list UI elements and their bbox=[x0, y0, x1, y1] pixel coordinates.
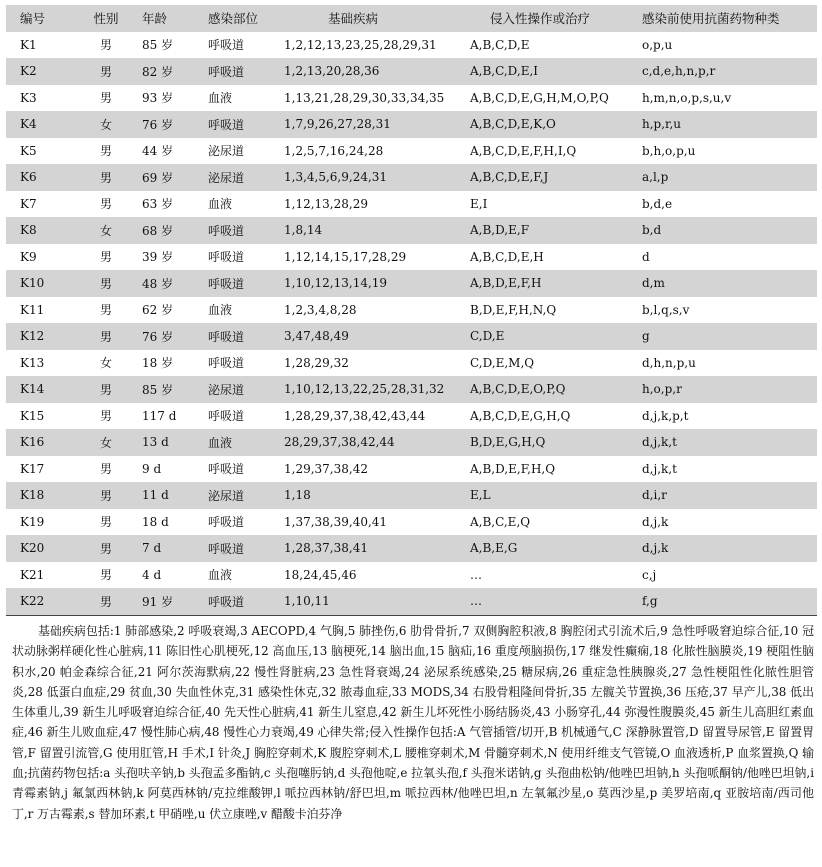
cell-age: 93 岁 bbox=[142, 91, 174, 106]
column-header-diseases: 基础疾病 bbox=[328, 11, 379, 27]
cell-antibiotics: h,p,r,u bbox=[642, 117, 681, 132]
cell-procedures: B,D,E,F,H,N,Q bbox=[470, 302, 557, 317]
table-row bbox=[6, 58, 817, 85]
cell-procedures: A,B,C,D,E,F,J bbox=[470, 170, 549, 185]
cell-antibiotics: c,d,e,h,n,p,r bbox=[642, 64, 716, 79]
cell-id: K13 bbox=[20, 355, 45, 370]
cell-antibiotics: c,j bbox=[642, 567, 657, 582]
cell-procedures: A,B,C,D,E,F,H,I,Q bbox=[470, 143, 577, 158]
cell-id: K15 bbox=[20, 408, 45, 423]
cell-antibiotics: d bbox=[642, 249, 650, 264]
cell-sex: 女 bbox=[99, 223, 112, 238]
cell-site: 呼吸道 bbox=[208, 356, 245, 371]
cell-antibiotics: b,d,e bbox=[642, 196, 673, 211]
cell-sex: 男 bbox=[99, 488, 112, 503]
cell-site: 呼吸道 bbox=[208, 409, 245, 424]
table-row bbox=[6, 297, 817, 324]
column-header-age: 年龄 bbox=[142, 11, 168, 27]
cell-id: K6 bbox=[20, 170, 37, 185]
cell-procedures: C,D,E,M,Q bbox=[470, 355, 535, 370]
column-header-antibiotics: 感染前使用抗菌药物种类 bbox=[642, 11, 780, 27]
table-row bbox=[6, 191, 817, 218]
cell-sex: 男 bbox=[99, 170, 112, 185]
column-header-sex: 性别 bbox=[93, 11, 119, 27]
cell-antibiotics: d,m bbox=[642, 276, 665, 291]
cell-site: 呼吸道 bbox=[208, 541, 245, 556]
cell-site: 血液 bbox=[208, 568, 233, 583]
cell-antibiotics: d,j,k bbox=[642, 541, 669, 556]
cell-antibiotics: b,d bbox=[642, 223, 662, 238]
cell-diseases: 1,10,12,13,14,19 bbox=[284, 276, 388, 291]
cell-antibiotics: h,m,n,o,p,s,u,v bbox=[642, 90, 732, 105]
table-row bbox=[6, 350, 817, 377]
table-row bbox=[6, 482, 817, 509]
cell-procedures: A,B,D,E,F,H bbox=[470, 276, 542, 291]
cell-site: 血液 bbox=[208, 197, 233, 212]
cell-age: 69 岁 bbox=[142, 170, 174, 185]
table-row bbox=[6, 32, 817, 59]
cell-site: 呼吸道 bbox=[208, 515, 245, 530]
cell-diseases: 1,7,9,26,27,28,31 bbox=[284, 117, 391, 132]
cell-age: 48 岁 bbox=[142, 276, 174, 291]
cell-antibiotics: a,l,p bbox=[642, 170, 669, 185]
table-row bbox=[6, 562, 817, 589]
cell-site: 泌尿道 bbox=[208, 488, 245, 503]
cell-age: 7 d bbox=[142, 541, 162, 556]
cell-diseases: 1,3,4,5,6,9,24,31 bbox=[284, 170, 388, 185]
cell-site: 呼吸道 bbox=[208, 117, 245, 132]
table-row bbox=[6, 509, 817, 536]
table-row bbox=[6, 217, 817, 244]
cell-procedures: A,B,D,E,F bbox=[470, 223, 530, 238]
cell-id: K5 bbox=[20, 143, 37, 158]
cell-diseases: 1,18 bbox=[284, 488, 311, 503]
table-body bbox=[6, 32, 817, 616]
cell-procedures: A,B,C,D,E bbox=[470, 37, 530, 52]
cell-procedures: E,I bbox=[470, 196, 488, 211]
cell-sex: 男 bbox=[99, 515, 112, 530]
cell-site: 呼吸道 bbox=[202, 588, 274, 615]
cell-age: 13 d bbox=[142, 435, 169, 450]
cell-id: K8 bbox=[20, 223, 37, 238]
cell-id: K14 bbox=[20, 382, 45, 397]
cell-procedures: A,B,C,D,E,H bbox=[470, 249, 544, 264]
cell-age: 63 岁 bbox=[142, 197, 174, 212]
cell-age: 62 岁 bbox=[142, 303, 174, 318]
cell-diseases: 1,2,3,4,8,28 bbox=[284, 302, 357, 317]
cell-site: 血液 bbox=[208, 435, 233, 450]
cell-site: 呼吸道 bbox=[208, 462, 245, 477]
cell-site: 泌尿道 bbox=[208, 144, 245, 159]
cell-id: K17 bbox=[20, 461, 45, 476]
cell-sex: 男 bbox=[99, 250, 112, 265]
cell-procedures: A,B,C,D,E,O,P,Q bbox=[470, 382, 566, 397]
column-header-id: 编号 bbox=[20, 11, 46, 27]
cell-age: 39 岁 bbox=[142, 250, 174, 265]
cell-procedures: A,B,C,D,E,G,H,Q bbox=[470, 408, 571, 423]
cell-sex: 男 bbox=[99, 276, 112, 291]
cell-sex: 男 bbox=[99, 91, 112, 106]
cell-age: 18 d bbox=[142, 514, 169, 529]
cell-procedures: E,L bbox=[470, 488, 491, 503]
table-row bbox=[6, 138, 817, 165]
table-row bbox=[6, 535, 817, 562]
cell-site: 血液 bbox=[208, 91, 233, 106]
cell-diseases: 1,37,38,39,40,41 bbox=[284, 514, 388, 529]
patient-table bbox=[6, 5, 817, 616]
cell-id: K10 bbox=[20, 276, 45, 291]
column-header-procedures: 侵入性操作或治疗 bbox=[490, 11, 591, 27]
cell-sex: 男 bbox=[99, 38, 112, 53]
cell-diseases: 1,2,5,7,16,24,28 bbox=[284, 143, 384, 158]
cell-site: 泌尿道 bbox=[208, 170, 245, 185]
cell-sex: 男 bbox=[99, 144, 112, 159]
cell-antibiotics: h,o,p,r bbox=[642, 382, 682, 397]
cell-id: K18 bbox=[20, 488, 45, 503]
cell-sex: 女 bbox=[99, 117, 112, 132]
table-row bbox=[6, 85, 817, 112]
cell-antibiotics: f,g bbox=[640, 588, 817, 615]
cell-age: 44 岁 bbox=[142, 144, 174, 159]
table-footnote: 基础疾病包括:1 肺部感染,2 呼吸衰竭,3 AECOPD,4 气胸,5 肺挫伤,6 肋骨骨折,7 双侧胸腔积液,8 胸腔闭式引流术后,9 急性呼吸窘迫综合征,10 冠状动脉粥样硬化性心脏病,11 陈旧性心肌梗死,12 高血压,13 脑梗死,14 脑出血,15 脑疝,16 重度颅脑损伤,17 继发性癫痫,18 化脓性脑膜炎,19 梗阻性脑积水,20 帕金森综合征,21 阿尔茨海默病,22 慢性肾脏病,23 急性肾衰竭,24 泌尿系统感染,25 糖尿病,26 重症急性胰腺炎,27 急性梗阻性化脓性胆管炎,28 低蛋白血症,29 贫血,30 失血性休克,31 感染性休克,32 脓毒血症,33 MODS,34 右股骨粗隆间骨折,35 左髋关节置换,36 压疮,37 早产儿,38 低出生体重儿,39 新生儿呼吸窘迫综合征,40 先天性心脏病,41 新生儿窒息,42 新生儿坏死性小肠结肠炎,43 小肠穿孔,44 弥漫性腹膜炎,45 新生儿高胆红素血症,46 新生儿败血症,47 慢性肺心病,48 慢性心力衰竭,49 心律失常;侵入性操作包括:A 气管插管/切开,B 机械通气,C 深静脉置管,D 留置导尿管,E 留置胃管,F 留置引流管,G 使用肛管,H 手术,I 针灸,J 胸腔穿刺术,K 腹腔穿刺术,L 腰椎穿刺术,M 骨髓穿刺术,N 使用纤维支气管镜,O 血液透析,P 血浆置换,Q 输血;抗菌药物包括:a 头孢呋辛钠,b 头孢孟多酯钠,c 头孢噻肟钠,d 头孢他啶,e 拉氧头孢,f 头孢米诺钠,g 头孢曲松钠/他唑巴坦钠,h 头孢哌酮钠/他唑巴坦钠,i 青霉素钠,j 氟氯西林钠,k 阿莫西林钠/克拉维酸钾,l 哌拉西林钠/舒巴坦,m 哌拉西林/他唑巴坦,n 左氧氟沙星,o 莫西沙星,p 美罗培南,q 亚胺培南/西司他丁,r 万古霉素,s 替加环素,t 甲硝唑,u 伏立康唑,v 醋酸卡泊芬净 bbox=[12, 624, 814, 821]
cell-id: K3 bbox=[20, 90, 37, 105]
cell-site: 血液 bbox=[208, 303, 233, 318]
cell-id: K2 bbox=[20, 64, 37, 79]
cell-procedures: … bbox=[460, 588, 640, 615]
cell-id: K16 bbox=[20, 435, 45, 450]
cell-diseases: 1,8,14 bbox=[284, 223, 323, 238]
cell-age: 18 岁 bbox=[142, 356, 174, 371]
cell-sex: 男 bbox=[99, 462, 112, 477]
cell-procedures: A,B,C,D,E,I bbox=[470, 64, 539, 79]
cell-sex: 男 bbox=[99, 197, 112, 212]
cell-diseases: 1,2,13,20,28,36 bbox=[284, 64, 380, 79]
cell-id: K21 bbox=[20, 567, 45, 582]
cell-diseases: 1,28,37,38,41 bbox=[284, 541, 368, 556]
cell-sex: 男 bbox=[99, 64, 112, 79]
cell-diseases: 28,29,37,38,42,44 bbox=[284, 435, 395, 450]
cell-sex: 男 bbox=[99, 568, 112, 583]
cell-site: 泌尿道 bbox=[208, 382, 245, 397]
cell-id: K7 bbox=[20, 196, 37, 211]
cell-sex: 女 bbox=[99, 356, 112, 371]
cell-antibiotics: d,h,n,p,u bbox=[642, 355, 696, 370]
cell-diseases: 1,28,29,37,38,42,43,44 bbox=[284, 408, 426, 423]
cell-diseases: 18,24,45,46 bbox=[284, 567, 357, 582]
cell-age: 76 岁 bbox=[142, 117, 174, 132]
cell-age: 9 d bbox=[142, 461, 162, 476]
cell-antibiotics: d,i,r bbox=[642, 488, 667, 503]
cell-age: 82 岁 bbox=[142, 64, 174, 79]
cell-sex: 男 bbox=[99, 382, 112, 397]
cell-id: K12 bbox=[20, 329, 45, 344]
table-header-row bbox=[6, 5, 817, 32]
cell-age: 117 d bbox=[142, 408, 177, 423]
cell-age: 68 岁 bbox=[142, 223, 174, 238]
cell-antibiotics: d,j,k bbox=[642, 514, 669, 529]
cell-diseases: 1,29,37,38,42 bbox=[284, 461, 368, 476]
cell-procedures: A,B,E,G bbox=[470, 541, 518, 556]
cell-diseases: 1,13,21,28,29,30,33,34,35 bbox=[284, 90, 445, 105]
cell-procedures: … bbox=[470, 567, 482, 582]
table-row bbox=[6, 270, 817, 297]
cell-sex: 女 bbox=[99, 435, 112, 450]
cell-age: 91 岁 bbox=[136, 588, 202, 615]
cell-id: K20 bbox=[20, 541, 45, 556]
cell-sex: 男 bbox=[76, 588, 136, 615]
cell-diseases: 1,10,12,13,22,25,28,31,32 bbox=[284, 382, 445, 397]
cell-procedures: A,B,D,E,F,H,Q bbox=[470, 461, 556, 476]
cell-site: 呼吸道 bbox=[208, 250, 245, 265]
cell-sex: 男 bbox=[99, 329, 112, 344]
cell-site: 呼吸道 bbox=[208, 276, 245, 291]
table-row bbox=[6, 111, 817, 138]
cell-site: 呼吸道 bbox=[208, 223, 245, 238]
table-row bbox=[6, 403, 817, 430]
cell-id: K9 bbox=[20, 249, 37, 264]
cell-site: 呼吸道 bbox=[208, 64, 245, 79]
cell-diseases: 3,47,48,49 bbox=[284, 329, 349, 344]
cell-diseases: 1,10,11 bbox=[274, 588, 460, 615]
cell-diseases: 1,12,14,15,17,28,29 bbox=[284, 249, 407, 264]
cell-antibiotics: b,l,q,s,v bbox=[642, 302, 690, 317]
cell-diseases: 1,12,13,28,29 bbox=[284, 196, 368, 211]
cell-procedures: C,D,E bbox=[470, 329, 505, 344]
table-row bbox=[6, 323, 817, 350]
cell-id: K1 bbox=[20, 37, 37, 52]
table-row bbox=[6, 429, 817, 456]
cell-antibiotics: g bbox=[642, 329, 650, 344]
cell-procedures: B,D,E,G,H,Q bbox=[470, 435, 546, 450]
cell-sex: 男 bbox=[99, 303, 112, 318]
cell-antibiotics: b,h,o,p,u bbox=[642, 143, 696, 158]
cell-antibiotics: d,j,k,t bbox=[642, 461, 677, 476]
cell-age: 11 d bbox=[142, 488, 169, 503]
cell-diseases: 1,2,12,13,23,25,28,29,31 bbox=[284, 37, 437, 52]
table-row bbox=[6, 244, 817, 271]
cell-procedures: A,B,C,D,E,K,O bbox=[470, 117, 556, 132]
table-row bbox=[6, 456, 817, 483]
column-header-site: 感染部位 bbox=[208, 11, 259, 27]
cell-age: 4 d bbox=[142, 567, 162, 582]
cell-id: K4 bbox=[20, 117, 37, 132]
cell-age: 85 岁 bbox=[142, 38, 174, 53]
table-row bbox=[6, 588, 817, 615]
cell-procedures: A,B,C,E,Q bbox=[470, 514, 531, 529]
cell-id: K19 bbox=[20, 514, 45, 529]
cell-antibiotics: d,j,k,p,t bbox=[642, 408, 689, 423]
cell-antibiotics: d,j,k,t bbox=[642, 435, 677, 450]
cell-antibiotics: o,p,u bbox=[642, 37, 673, 52]
cell-site: 呼吸道 bbox=[208, 38, 245, 53]
cell-sex: 男 bbox=[99, 409, 112, 424]
table-row bbox=[6, 376, 817, 403]
cell-id: K11 bbox=[20, 302, 45, 317]
cell-age: 85 岁 bbox=[142, 382, 174, 397]
cell-id: K22 bbox=[6, 588, 76, 615]
cell-diseases: 1,28,29,32 bbox=[284, 355, 349, 370]
cell-procedures: A,B,C,D,E,G,H,M,O,P,Q bbox=[470, 90, 609, 105]
cell-sex: 男 bbox=[99, 541, 112, 556]
cell-site: 呼吸道 bbox=[208, 329, 245, 344]
cell-age: 76 岁 bbox=[142, 329, 174, 344]
table-row bbox=[6, 164, 817, 191]
